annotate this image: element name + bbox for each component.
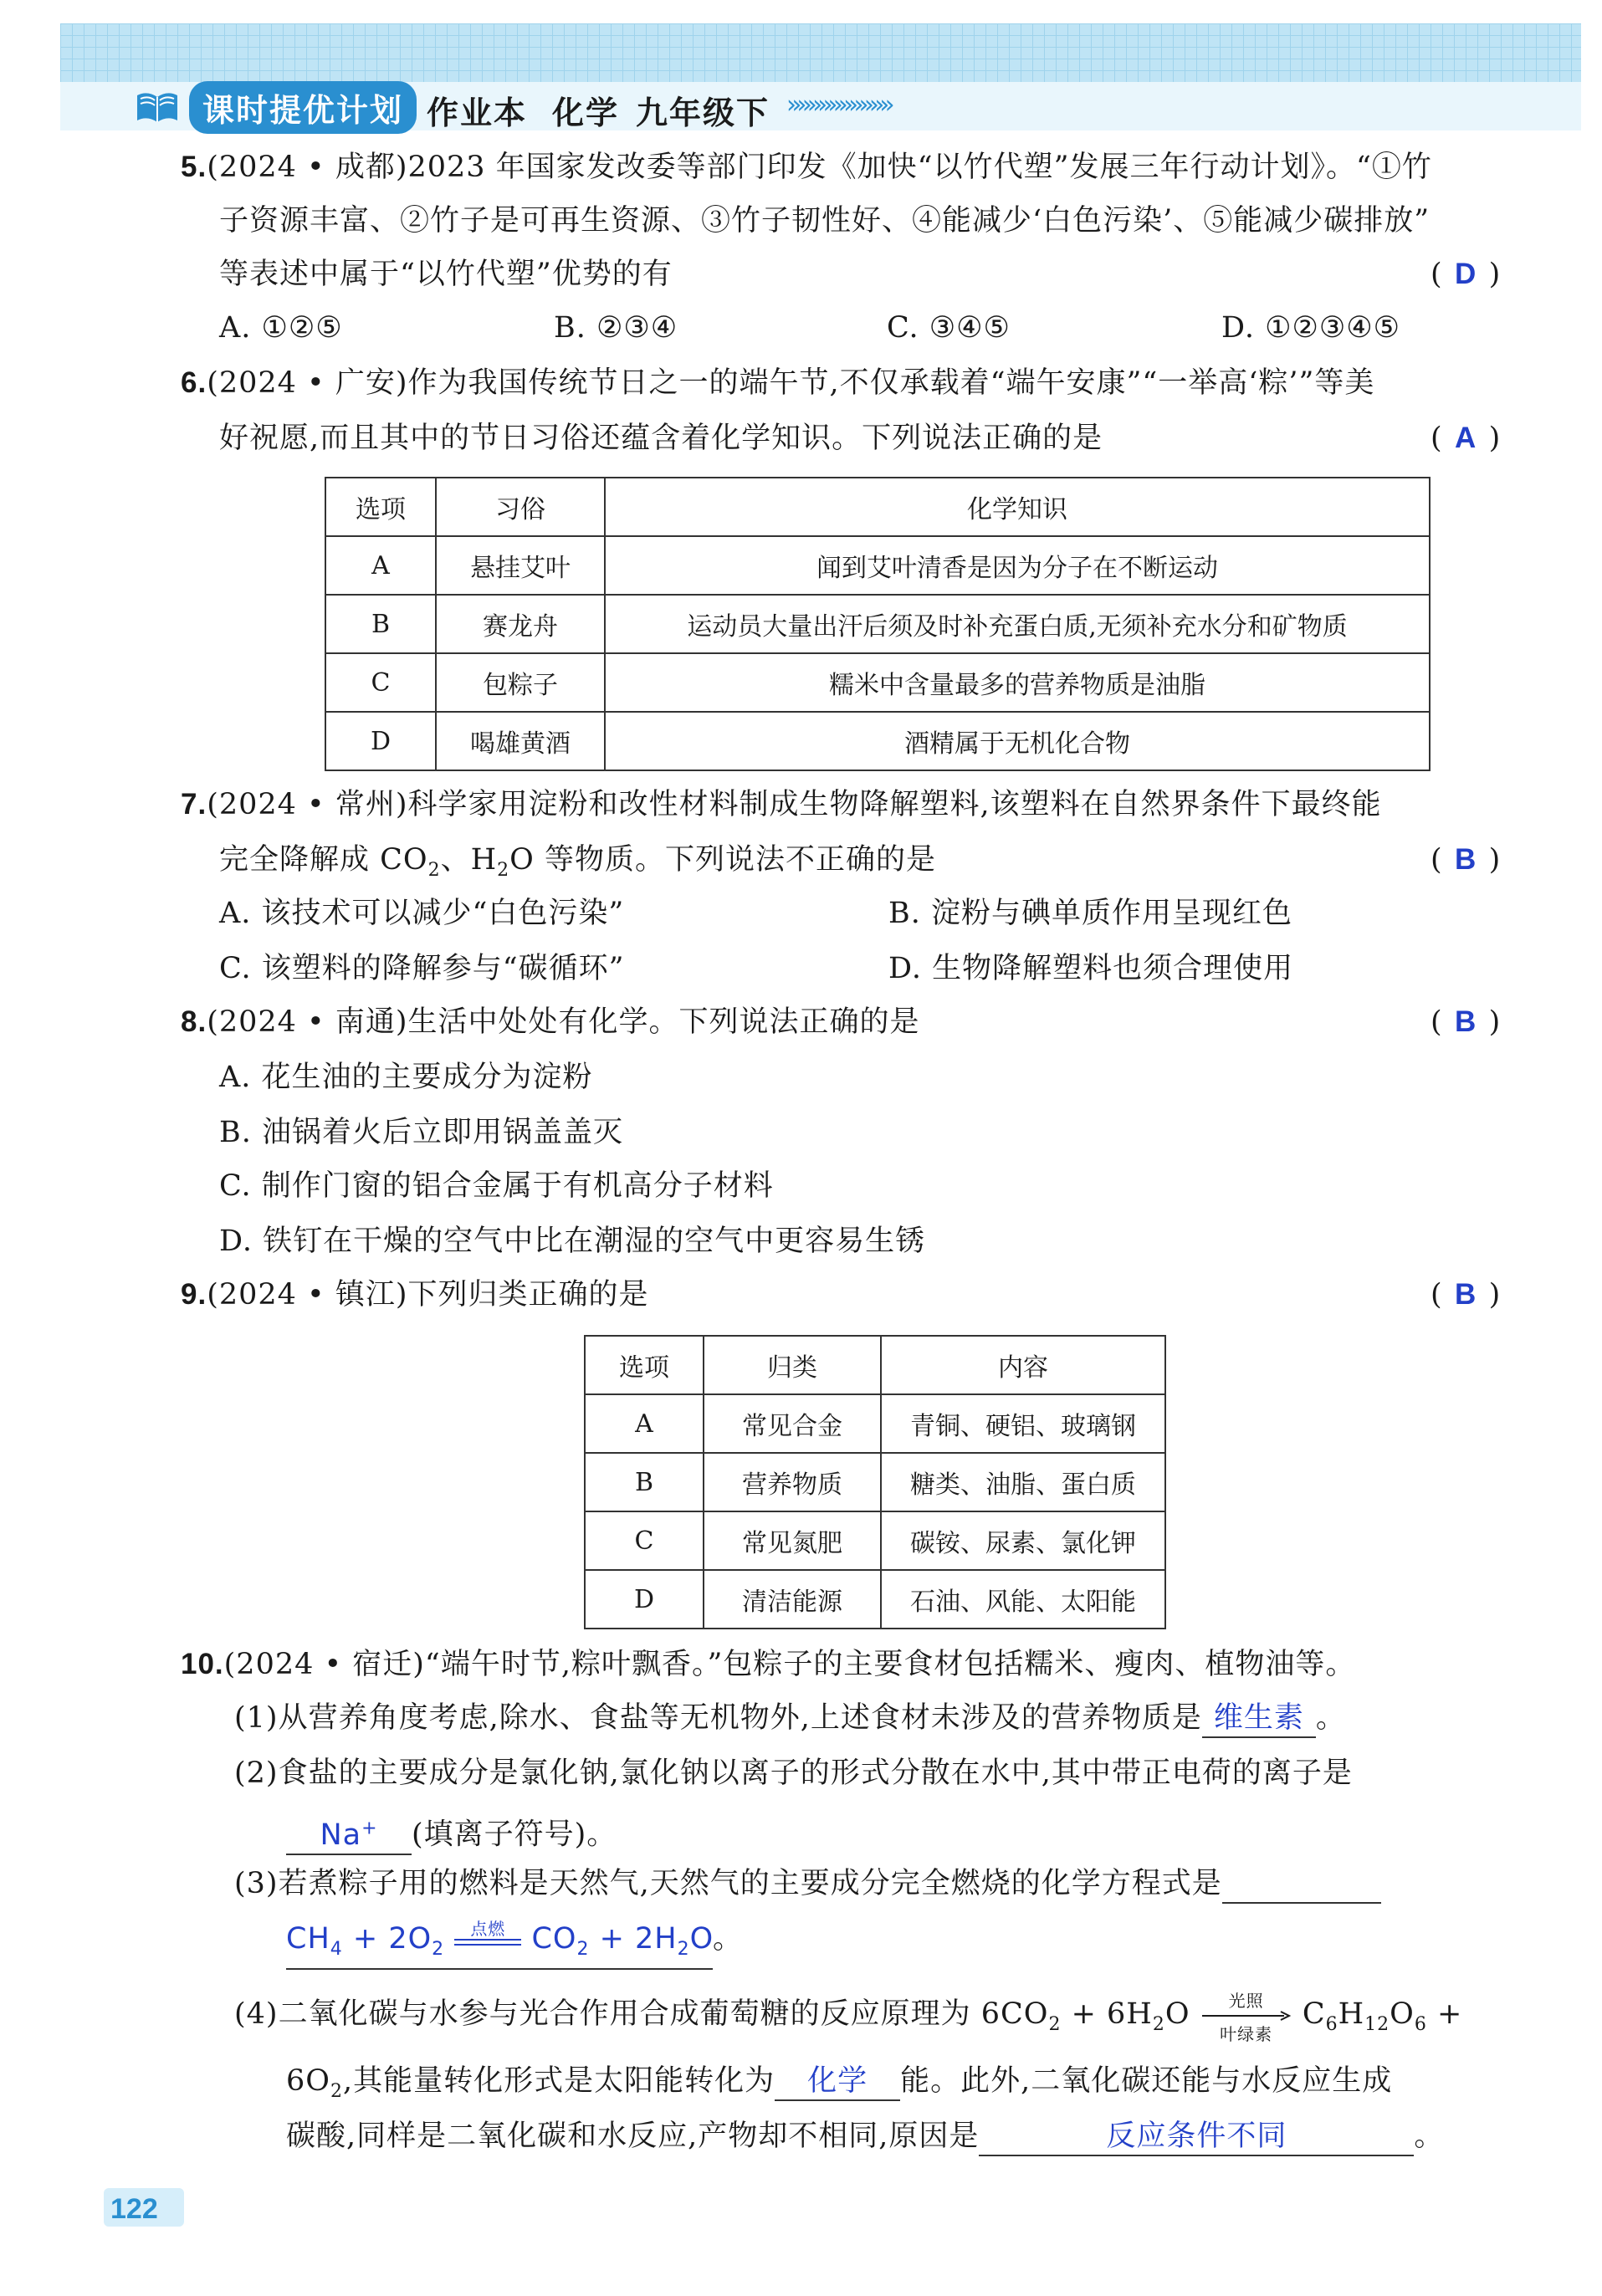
q10-part4-line3: 碳酸,同样是二氧化碳和水反应,产物却不相同,原因是 反应条件不同 。 <box>286 2118 1444 2156</box>
table-header-row <box>325 478 1430 536</box>
logo-text: 课时提优计划 <box>189 81 417 134</box>
condition-light: 光照 <box>1228 1990 1264 2011</box>
table-cell: 常见氮肥 <box>704 1511 881 1570</box>
table-row <box>585 1394 1165 1453</box>
table-cell: A <box>585 1394 704 1453</box>
reaction-condition: 点燃 <box>470 1919 506 1939</box>
q9-table <box>584 1335 1166 1629</box>
table-cell: 赛龙舟 <box>436 595 605 653</box>
q10-part1: (1)从营养角度考虑,除水、食盐等无机物外,上述食材未涉及的营养物质是 维生素 。 <box>234 1700 1346 1738</box>
table-cell: B <box>325 595 436 653</box>
q10-part3-line2: $CH_4 + 2O_2$ 点燃 $CO_2 + 2H_2O$。 <box>286 1920 743 1970</box>
q10-part4-line2: $6O_2$,其能量转化形式是太阳能转化为 化学 能。此外,二氧化碳还能与水反应生成 <box>286 2064 1393 2102</box>
table-row <box>585 1570 1165 1629</box>
table-cell: B <box>585 1453 704 1511</box>
table-header-row <box>585 1336 1165 1394</box>
table-cell: 营养物质 <box>704 1453 881 1511</box>
header-chevrons: »»»»»»»»»» <box>786 90 890 120</box>
q5-answer: D <box>1455 258 1477 290</box>
q7-answer: B <box>1455 843 1477 876</box>
header-grade: 九年级下 <box>636 95 770 131</box>
header-series: 作业本 <box>427 95 528 131</box>
table-header: 内容 <box>881 1336 1165 1394</box>
q8-option-a: A. 花生油的主要成分为淀粉 <box>219 1061 593 1094</box>
series-logo <box>134 84 417 130</box>
q7-option-c: C. 该塑料的降解参与“碳循环” <box>219 952 625 985</box>
q7-line1: 7.(2024 • 常州)科学家用淀粉和改性材料制成生物降解塑料,该塑料在自然界条件下最终能 <box>181 788 1382 821</box>
q5-line3: 等表述中属于“以竹代塑”优势的有 <box>219 258 673 291</box>
q10-p4-answer1: 化学 <box>807 2064 868 2098</box>
q10-p4-answer2: 反应条件不同 <box>1106 2120 1287 2153</box>
table-header: 化学知识 <box>605 478 1430 536</box>
table-cell: C <box>585 1511 704 1570</box>
q8-answer-box: ( B ) <box>1431 1005 1501 1039</box>
q9-answer: B <box>1455 1278 1477 1311</box>
table-header: 习俗 <box>436 478 605 536</box>
table-cell: 酒精属于无机化合物 <box>605 712 1430 770</box>
q7-line2: 完全降解成 $CO_2$、$H_2O$ 等物质。下列说法不正确的是 <box>219 843 936 881</box>
q10-part3-line1: (3)若煮粽子用的燃料是天然气,天然气的主要成分完全燃烧的化学方程式是 <box>234 1865 1381 1904</box>
q7-answer-box: ( B ) <box>1431 843 1501 877</box>
table-cell: 包粽子 <box>436 653 605 712</box>
reaction-arrow-icon <box>1200 2011 1292 2021</box>
table-row <box>585 1511 1165 1570</box>
q5-option-c: C. ③④⑤ <box>887 311 1011 345</box>
q5-option-b: B. ②③④ <box>554 311 678 345</box>
q10-p2-answer: Na+ <box>320 1818 378 1852</box>
table-row <box>325 595 1430 653</box>
table-cell: C <box>325 653 436 712</box>
q8-option-b: B. 油锅着火后立即用锅盖盖灭 <box>219 1116 623 1149</box>
table-header: 选项 <box>585 1336 704 1394</box>
q6-line2: 好祝愿,而且其中的节日习俗还蕴含着化学知识。下列说法正确的是 <box>219 422 1103 455</box>
table-row <box>585 1453 1165 1511</box>
table-cell: 常见合金 <box>704 1394 881 1453</box>
table-cell: 清洁能源 <box>704 1570 881 1629</box>
q6-number: 6. <box>181 366 207 399</box>
q8-answer: B <box>1455 1005 1477 1038</box>
equals-arrow <box>454 1939 521 1946</box>
condition-chlorophyll: 叶绿素 <box>1220 2023 1273 2044</box>
q7-option-d: D. 生物降解塑料也须合理使用 <box>888 952 1294 985</box>
q9-number: 9. <box>181 1278 207 1311</box>
q10-line1: 10.(2024 • 宿迁)“端午时节,粽叶飘香。”包粽子的主要食材包括糯米、瘦肉、植物油等。 <box>181 1648 1356 1681</box>
table-row <box>325 536 1430 595</box>
table-cell: 闻到艾叶清香是因为分子在不断运动 <box>605 536 1430 595</box>
q5-line1: 5.(2024 • 成都)2023 年国家发改委等部门印发《加快“以竹代塑”发展三年行动计划》。“①竹 <box>181 151 1432 184</box>
q10-p3-answer: $CH_4 + 2O_2$ 点燃 $CO_2 + 2H_2O$ <box>286 1919 714 1960</box>
open-book-icon <box>134 89 181 125</box>
table-cell: 糖类、油脂、蛋白质 <box>881 1453 1165 1511</box>
table-cell: 运动员大量出汗后须及时补充蛋白质,无须补充水分和矿物质 <box>605 595 1430 653</box>
q6-table <box>325 477 1431 771</box>
q8-option-d: D. 铁钉在干燥的空气中比在潮湿的空气中更容易生锈 <box>219 1225 926 1258</box>
table-cell: 悬挂艾叶 <box>436 536 605 595</box>
q10-part2-line1: (2)食盐的主要成分是氯化钠,氯化钠以离子的形式分散在水中,其中带正电荷的离子是 <box>234 1757 1353 1790</box>
q5-option-a: A. ①②⑤ <box>219 311 343 345</box>
q5-option-d: D. ①②③④⑤ <box>1221 311 1400 345</box>
q8-line1: 8.(2024 • 南通)生活中处处有化学。下列说法正确的是 <box>181 1005 920 1039</box>
q10-part4-line1: (4)二氧化碳与水参与光合作用合成葡萄糖的反应原理为 $6CO_2 + 6H_2O$ 光照 叶绿素 $C_6H_{12}O_6$ + <box>234 1990 1463 2044</box>
table-cell: 喝雄黄酒 <box>436 712 605 770</box>
q7-option-b: B. 淀粉与碘单质作用呈现红色 <box>888 897 1292 930</box>
q6-answer-box: ( A ) <box>1431 422 1501 455</box>
q9-line1: 9.(2024 • 镇江)下列归类正确的是 <box>181 1278 649 1312</box>
table-header: 归类 <box>704 1336 881 1394</box>
q7-option-a: A. 该技术可以减少“白色污染” <box>219 897 625 930</box>
page-number: 122 <box>110 2193 158 2225</box>
table-cell: A <box>325 536 436 595</box>
q6-answer: A <box>1455 422 1477 454</box>
q8-number: 8. <box>181 1005 207 1038</box>
table-cell: 碳铵、尿素、氯化钾 <box>881 1511 1165 1570</box>
q6-line1: 6.(2024 • 广安)作为我国传统节日之一的端午节,不仅承载着“端午安康”“一举高‘粽’”等美 <box>181 366 1375 400</box>
q5-number: 5. <box>181 151 207 183</box>
table-row <box>325 712 1430 770</box>
table-header: 选项 <box>325 478 436 536</box>
q5-answer-box: ( D ) <box>1431 258 1501 291</box>
q8-option-c: C. 制作门窗的铝合金属于有机高分子材料 <box>219 1169 774 1203</box>
q10-number: 10. <box>181 1648 224 1680</box>
table-cell: 青铜、硬铝、玻璃钢 <box>881 1394 1165 1453</box>
header-subject: 化学 <box>552 95 620 131</box>
table-cell: 石油、风能、太阳能 <box>881 1570 1165 1629</box>
table-cell: D <box>325 712 436 770</box>
table-cell: 糯米中含量最多的营养物质是油脂 <box>605 653 1430 712</box>
q10-part2-line2: Na+ (填离子符号)。 <box>286 1810 617 1855</box>
q5-line2: 子资源丰富、②竹子是可再生资源、③竹子韧性好、④能减少‘白色污染’、⑤能减少碳排放” <box>219 204 1431 238</box>
q10-p1-answer: 维生素 <box>1213 1701 1304 1735</box>
table-row <box>325 653 1430 712</box>
q9-answer-box: ( B ) <box>1431 1278 1501 1312</box>
q7-number: 7. <box>181 788 207 821</box>
table-cell: D <box>585 1570 704 1629</box>
